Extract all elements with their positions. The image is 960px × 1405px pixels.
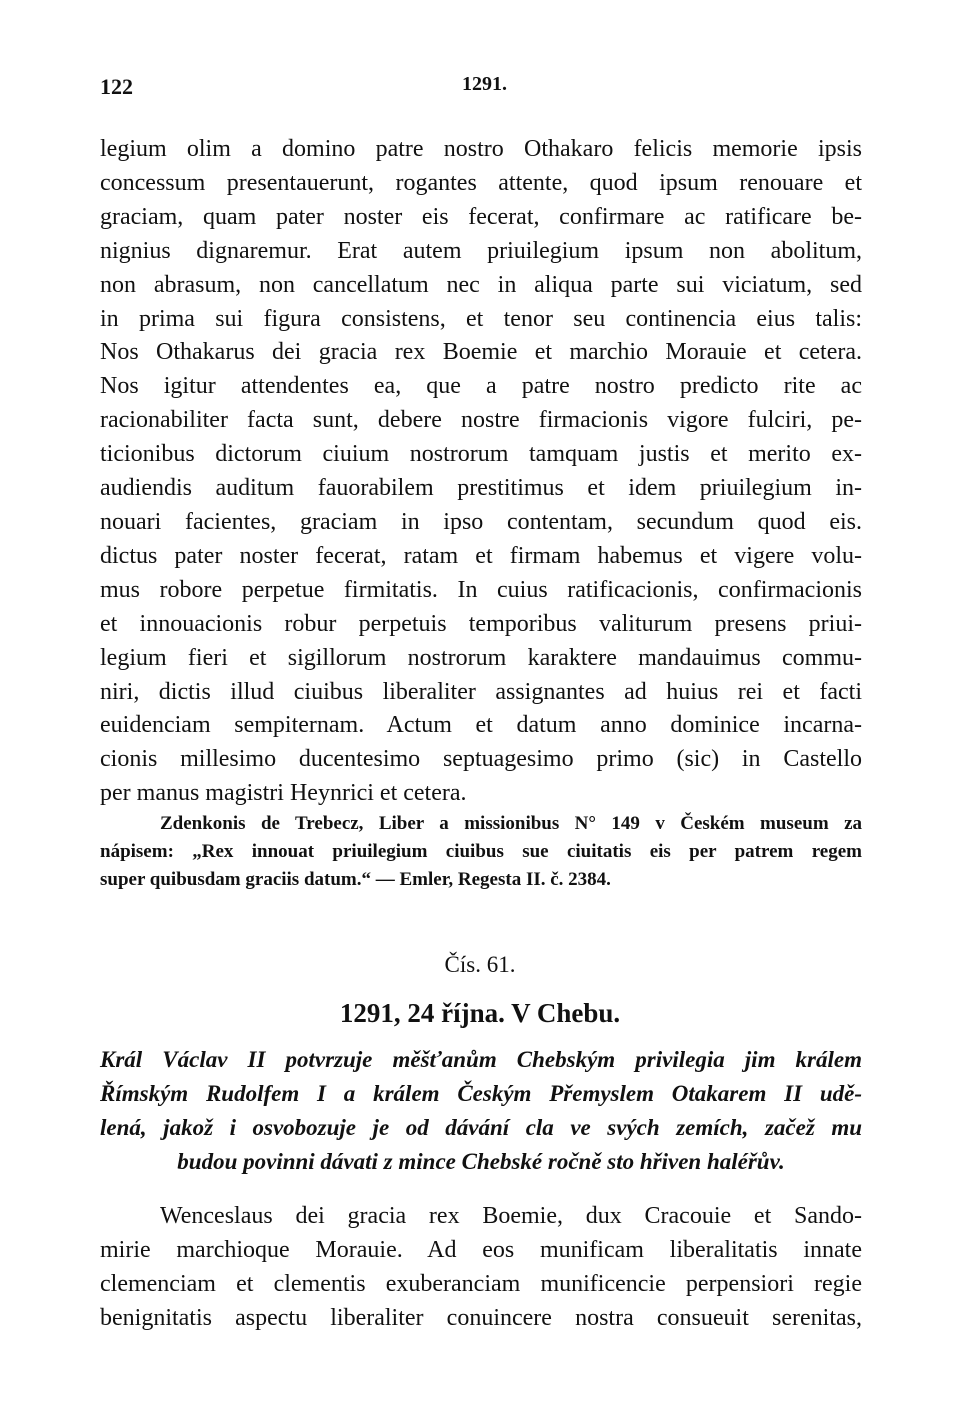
source-note (100, 810, 862, 894)
text-line: clemenciam et clementis exuberanciam munificencie perpensiori regie (100, 1270, 862, 1297)
note-line: nápisem: „Rex innouat priuilegium ciuibus sue ciuitatis eis per patrem regem (100, 841, 862, 862)
text-line: euidenciam sempiternam. Actum et datum anno dominice incarna- (100, 712, 862, 739)
text-line: per manus magistri Heynrici et cetera. (100, 780, 467, 807)
text-line: mirie marchioque Morauie. Ad eos munificam liberalitatis innate (100, 1236, 862, 1263)
document-summary (100, 1043, 862, 1179)
document-date-place: 1291, 24 října. V Chebu. (339, 998, 621, 1028)
text-line: nignius dignaremur. Erat autem priuilegium ipsum non abolitum, (100, 237, 862, 264)
text-line: racionabiliter facta sunt, debere nostre firmacionis vigore fulciri, pe- (100, 407, 862, 434)
text-line: graciam, quam pater noster eis fecerat, confirmare ac ratificare be- (100, 203, 862, 230)
summary-line: Král Václav II potvrzuje měšťanům Chebským privilegia jim králem (100, 1047, 862, 1072)
text-line: concessum presentauerunt, rogantes attente, quod ipsum renouare et (100, 169, 862, 196)
text-line: et innouacionis robur perpetuis temporibus valiturum presens priui- (100, 610, 862, 637)
text-line: ticionibus dictorum ciuium nostrorum tamquam justis et merito ex- (100, 441, 862, 468)
summary-line: budou povinni dávati z mince Chebské ročně sto hřiven haléřův. (177, 1149, 785, 1174)
text-line: dictus pater noster fecerat, ratam et firmam habemus et vigere volu- (100, 542, 862, 569)
text-line: audiendis auditum fauorabilem prestitimus et idem priuilegium in- (100, 475, 862, 502)
text-line: cionis millesimo ducentesimo septuagesimo primo (sic) in Castello (100, 746, 862, 773)
text-line: legium olim a domino patre nostro Othakaro felicis memorie ipsis (100, 136, 862, 162)
text-line: benignitatis aspectu liberaliter conuincere nostra consueuit serenitas, (100, 1304, 862, 1331)
note-line: Zdenkonis de Trebecz, Liber a missionibus N° 149 v Českém museum za (160, 813, 862, 834)
text-line: niri, dictis illud ciuibus liberaliter assignantes ad huius rei et facti (100, 678, 862, 705)
running-head-year: 1291. (462, 73, 507, 95)
document-number: Čís. 61. (444, 952, 516, 977)
text-line: legium fieri et sigillorum nostrorum karaktere mandauimus commu- (100, 644, 862, 671)
text-line: Nos igitur attendentes ea, que a patre nostro predicto rite ac (100, 373, 862, 400)
text-line: mus robore perpetue firmitatis. In cuius ratificacionis, confirmacionis (100, 576, 862, 603)
text-line: in prima sui figura consistens, et tenor seu continencia eius talis: (100, 305, 862, 332)
document-text (100, 1200, 862, 1336)
text-line: Wenceslaus dei gracia rex Boemie, dux Cracouie et Sando- (160, 1203, 862, 1229)
text-line: non abrasum, non cancellatum nec in aliqua parte sui viciatum, sed (100, 271, 862, 298)
page-number: 122 (100, 74, 133, 99)
continuation-text (100, 133, 862, 811)
note-line: super quibusdam graciis datum.“ — Emler, Regesta II. č. 2384. (100, 869, 611, 890)
summary-line: Římským Rudolfem I a králem Českým Přemyslem Otakarem II udě- (100, 1081, 862, 1106)
text-line: Nos Othakarus dei gracia rex Boemie et marchio Morauie et cetera. (100, 339, 862, 366)
summary-line: lená, jakož i osvobozuje je od dávání cla ve svých zemích, začež mu (100, 1115, 862, 1140)
text-line: nouari facientes, graciam in ipso contentam, secundum quod eis. (100, 508, 862, 535)
